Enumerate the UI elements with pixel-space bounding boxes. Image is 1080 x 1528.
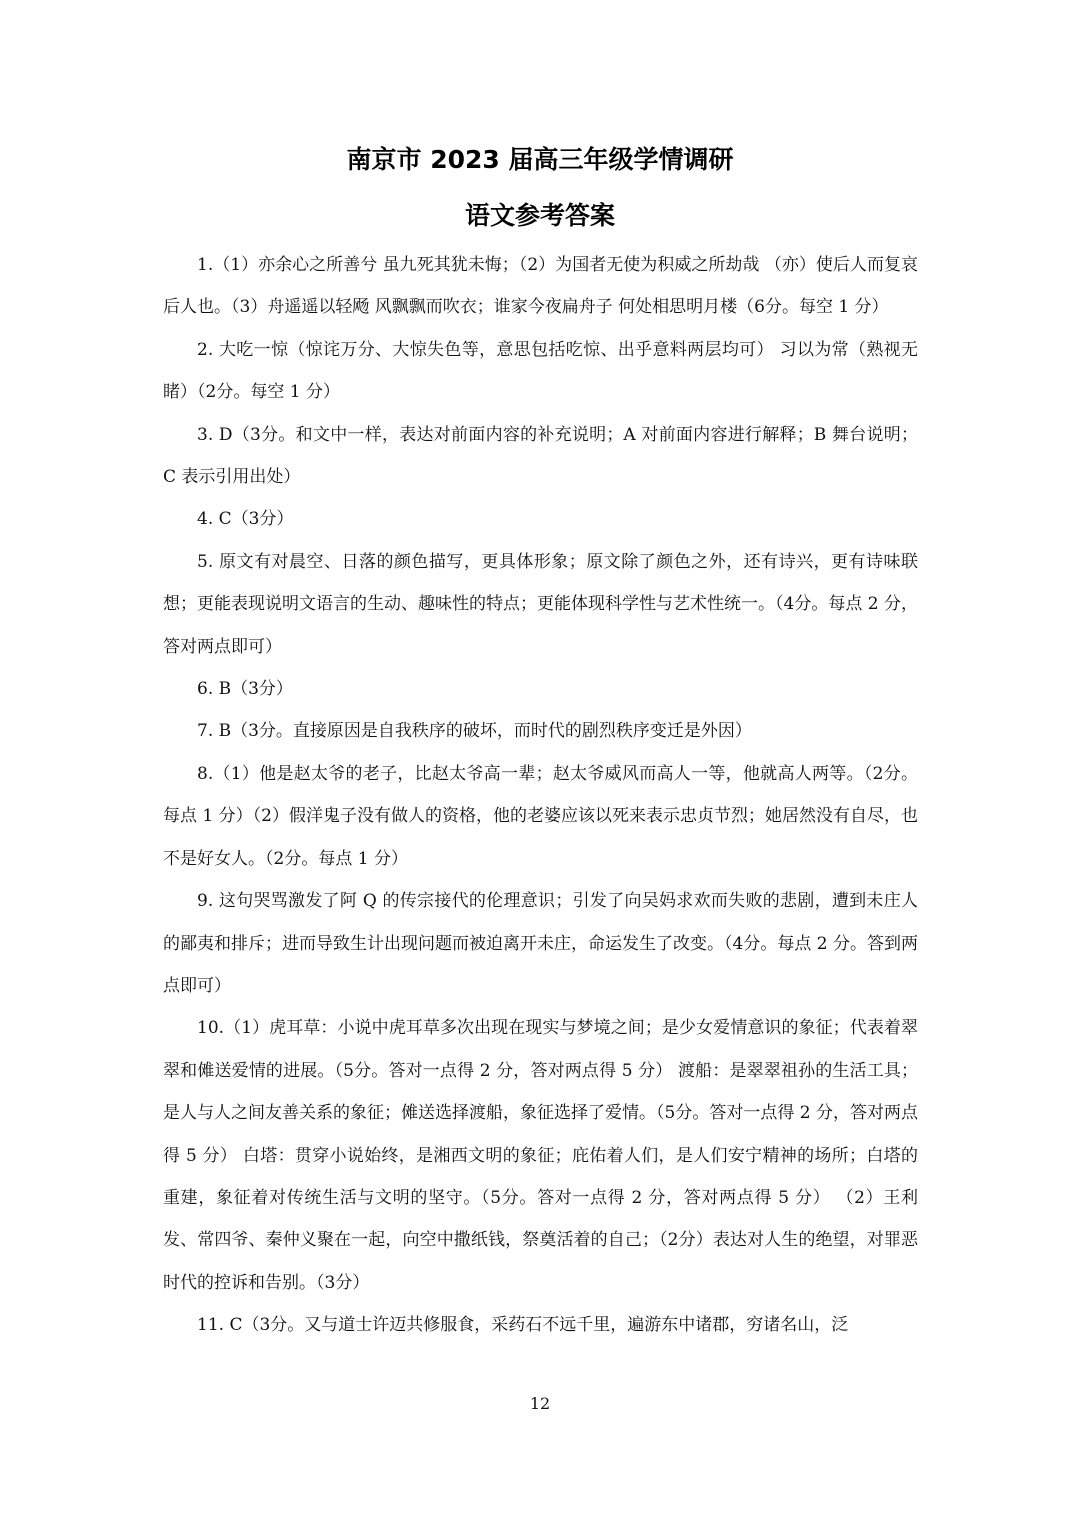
answer-item-7: 7. B（3分。直接原因是自我秩序的破坏，而时代的剧烈秩序变迁是外因） [197, 721, 752, 742]
answer-item-9: 9. 这句哭骂激发了阿 Q 的传宗接代的伦理意识；引发了向吴妈求欢而失败的悲剧，遭到未庄人的鄙夷和排斥；进而导致生计出现问题而被迫离开未庄，命运发生了改变。（4分。每点 2 分。答到两点即可） [163, 891, 918, 996]
document-title: 南京市 2023 届高三年级学情调研 [346, 145, 734, 174]
answer-list [163, 244, 918, 1347]
answer-item-1: 1.（1）亦余心之所善兮 虽九死其犹未悔；（2）为国者无使为积威之所劫哉 （亦）使后人而复哀后人也。（3）舟遥遥以轻飏 风飘飘而吹衣；谁家今夜扁舟子 何处相思明月楼（6分。每空 1 分） [163, 255, 918, 318]
answer-item-8: 8.（1）他是赵太爷的老子，比赵太爷高一辈；赵太爷威风而高人一等，他就高人两等。（2分。每点 1 分）（2）假洋鬼子没有做人的资格，他的老婆应该以死来表示忠贞节烈；她居然没有自尽，也不是好女人。（2分。每点 1 分） [163, 763, 918, 869]
answer-item-3: 3. D（3分。和文中一样，表达对前面内容的补充说明；A 对前面内容进行解释；B 舞台说明；C 表示引用出处） [163, 424, 918, 488]
answer-item-5: 5. 原文有对晨空、日落的颜色描写，更具体形象；原文除了颜色之外，还有诗兴，更有诗味联想；更能表现说明文语言的生动、趣味性的特点；更能体现科学性与艺术性统一。（4分。每点 2 分，答对两点即可） [163, 551, 918, 657]
answer-item-6: 6. B（3分） [197, 679, 293, 700]
answer-item-2: 2. 大吃一惊（惊诧万分、大惊失色等，意思包括吃惊、出乎意料两层均可） 习以为常（熟视无睹）（2分。每空 1 分） [163, 339, 918, 403]
answer-item-11: 11. C（3分。又与道士许迈共修服食，采药石不远千里，遍游东中诸郡，穷诸名山，泛 [197, 1315, 849, 1336]
document-subtitle: 语文参考答案 [464, 201, 615, 230]
page-number: 12 [529, 1394, 551, 1413]
answer-item-4: 4. C（3分） [197, 509, 294, 530]
answer-item-10: 10.（1）虎耳草：小说中虎耳草多次出现在现实与梦境之间；是少女爱情意识的象征；代表着翠翠和傩送爱情的进展。（5分。答对一点得 2 分，答对两点得 5 分） 渡船：是翠翠祖孙的生活工具；是人与人之间友善关系的象征；傩送选择渡船，象征选择了爱情。（5分。答对一点得 2 分，答对两点得 5 分） 白塔：贯穿小说始终，是湘西文明的象征；庇佑着人们，是人们安宁精神的场所；白塔的重建，象征着对传统生活与文明的坚守。（5分。答对一点得 2 分，答对两点得 5 分） （2）王利发、常四爷、秦仲义聚在一起，向空中撒纸钱，祭奠活着的自己；（2分）表达对人生的绝望，对罪恶时代的控诉和告别。（3分） [163, 1018, 918, 1293]
